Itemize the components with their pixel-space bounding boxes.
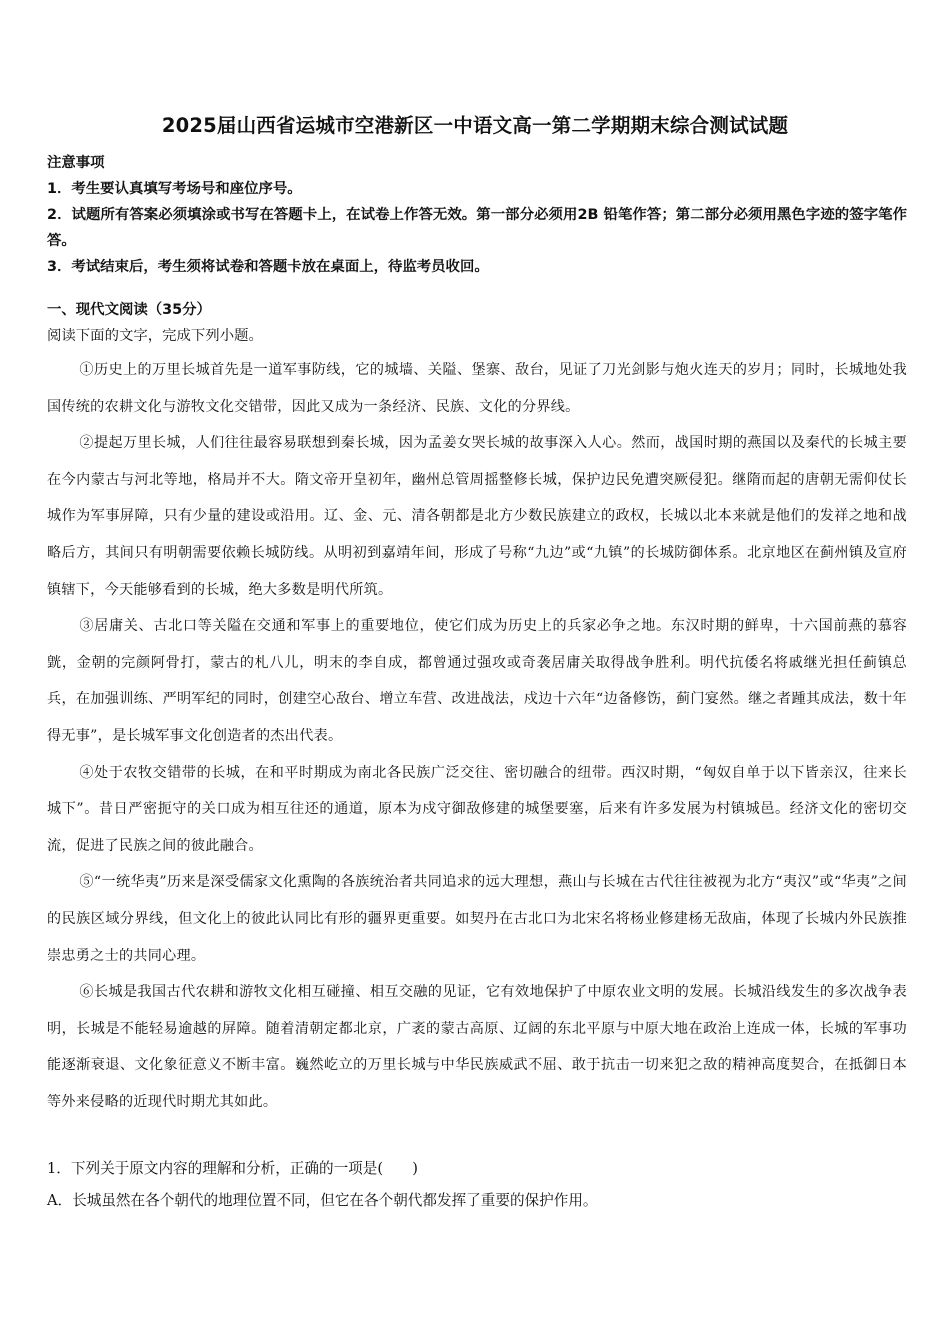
question-1-option-a: A．长城虽然在各个朝代的地理位置不同，但它在各个朝代都发挥了重要的保护作用。 — [47, 1192, 598, 1209]
section-heading: 一、现代文阅读（35分） — [47, 302, 211, 318]
question-1-stem: 1．下列关于原文内容的理解和分析，正确的一项是( ) — [47, 1160, 418, 1177]
notice-item-2: 2．试题所有答案必须填涂或书写在答题卡上，在试卷上作答无效。第一部分必须用2B 铅笔作答；第二部分必须用黑色字迹的签字笔作答。 — [47, 207, 907, 249]
passage-paragraph-6: ⑥长城是我国古代农耕和游牧文化相互碰撞、相互交融的见证，它有效地保护了中原农业文明的发展。长城沿线发生的多次战争表明，长城是不能轻易逾越的屏障。随着清朝定都北京，广袤的蒙古高原、辽阔的东北平原与中原大地在政治上连成一体，长城的军事功能逐渐衰退、文化象征意义不断丰富。巍然屹立的万里长城与中华民族威武不屈、敢于抗击一切来犯之敌的精神高度契合，在抵御日本等外来侵略的近现代时期尤其如此。 — [47, 984, 907, 1110]
passage-paragraph-5: ⑤“一统华夷”历来是深受儒家文化熏陶的各族统治者共同追求的远大理想，燕山与长城在古代往往被视为北方“夷汉”或“华夷”之间的民族区域分界线，但文化上的彼此认同比有形的疆界更重要。如契丹在古北口为北宋名将杨业修建杨无敌庙，体现了长城内外民族推崇忠勇之士的共同心理。 — [47, 874, 907, 964]
passage-paragraph-3: ③居庸关、古北口等关隘在交通和军事上的重要地位，使它们成为历史上的兵家必争之地。东汉时期的鲜卑，十六国前燕的慕容皝，金朝的完颜阿骨打，蒙古的札八儿，明末的李自成，都曾通过强攻或奇袭居庸关取得战争胜利。明代抗倭名将戚继光担任蓟镇总兵，在加强训练、严明军纪的同时，创建空心敌台、增立车营、改进战法，戍边十六年“边备修饬，蓟门宴然。继之者踵其成法，数十年得无事”，是长城军事文化创造者的杰出代表。 — [47, 618, 907, 744]
notice-item-1: 1．考生要认真填写考场号和座位序号。 — [47, 181, 302, 197]
notice-block — [47, 150, 907, 280]
passage-paragraph-4: ④处于农牧交错带的长城，在和平时期成为南北各民族广泛交往、密切融合的纽带。西汉时期，“匈奴自单于以下皆亲汉，往来长城下”。昔日严密扼守的关口成为相互往还的通道，原本为戍守御敌修建的城堡要塞，后来有许多发展为村镇城邑。经济文化的密切交流，促进了民族之间的彼此融合。 — [47, 764, 907, 854]
notice-heading: 注意事项 — [47, 155, 105, 171]
reading-passage — [47, 352, 907, 1120]
passage-paragraph-1: ①历史上的万里长城首先是一道军事防线，它的城墙、关隘、堡寨、敌台，见证了刀光剑影与炮火连天的岁月；同时，长城地处我国传统的农耕文化与游牧文化交错带，因此又成为一条经济、民族、文化的分界线。 — [47, 362, 907, 415]
exam-title: 2025届山西省运城市空港新区一中语文高一第二学期期末综合测试试题 — [161, 114, 789, 137]
notice-item-3: 3．考试结束后，考生须将试卷和答题卡放在桌面上，待监考员收回。 — [47, 259, 489, 275]
reading-instruction: 阅读下面的文字，完成下列小题。 — [47, 328, 263, 344]
question-1 — [47, 1153, 907, 1217]
passage-paragraph-2: ②提起万里长城，人们往往最容易联想到秦长城，因为孟姜女哭长城的故事深入人心。然而，战国时期的燕国以及秦代的长城主要在今内蒙古与河北等地，格局并不大。隋文帝开皇初年，幽州总管周摇整修长城，保护边民免遭突厥侵犯。继隋而起的唐朝无需仰仗长城作为军事屏障，只有少量的建设或沿用。辽、金、元、清各朝都是北方少数民族建立的政权，长城以北本来就是他们的发祥之地和战略后方，其间只有明朝需要依赖长城防线。从明初到嘉靖年间，形成了号称“九边”或“九镇”的长城防御体系。北京地区在蓟州镇及宣府镇辖下，今天能够看到的长城，绝大多数是明代所筑。 — [47, 435, 907, 598]
